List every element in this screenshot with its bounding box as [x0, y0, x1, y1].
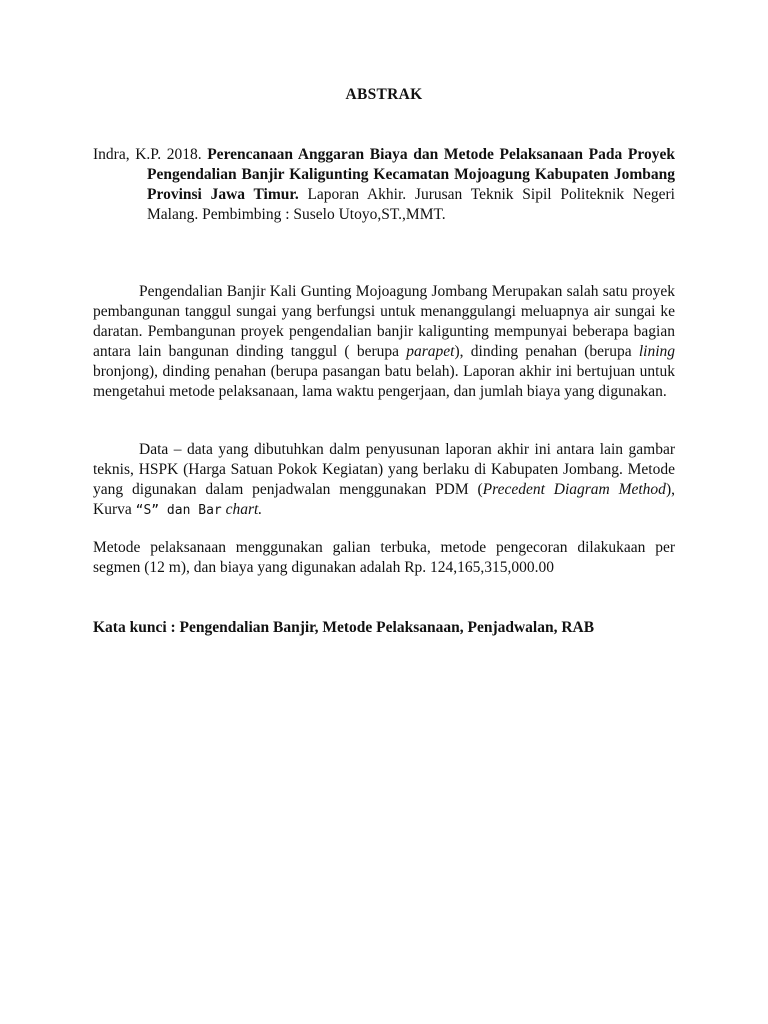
paragraph-2-text-a: Data – data yang dibutuhkan dalm penyusunan laporan akhir ini antara lain gambar teknis, HSPK (Harga Satuan Pokok Kegiatan) yang berlaku di Kabupaten Jombang. Metode yang digunakan dalam penjadwalan menggunakan PDM (: [93, 441, 675, 498]
paragraph-1-text-b: ), dinding penahan (berupa: [454, 343, 639, 360]
citation-thesis-title: Perencanaan Anggaran Biaya dan Metode Pelaksanaan Pada Proyek Pengendalian Banjir Kaligunting Kecamatan Mojoagung Kabupaten Jombang Provinsi Jawa Timur.: [147, 146, 675, 203]
citation-author-year: Indra, K.P. 2018.: [93, 146, 208, 163]
abstract-paragraph-3: Metode pelaksanaan menggunakan galian terbuka, metode pengecoran dilakukaan per segmen (12 m), dan biaya yang digunakan adalah Rp. 124,165,315,000.00: [93, 539, 675, 576]
paragraph-2-italic-chart: chart.: [225, 501, 263, 518]
keywords: Kata kunci : Pengendalian Banjir, Metode Pelaksanaan, Penjadwalan, RAB: [93, 619, 595, 636]
paragraph-1-italic-parapet: parapet: [406, 343, 455, 360]
abstract-paragraph-1: [93, 282, 675, 402]
page-title: ABSTRAK: [345, 86, 423, 103]
paragraph-2-text-b: ), Kurva: [93, 481, 675, 518]
paragraph-2-mono-kurva: “S” dan Bar: [135, 503, 222, 518]
paragraph-1-italic-lining: lining: [638, 343, 676, 360]
paragraph-1-text-a: Pengendalian Banjir Kali Gunting Mojoagung Jombang Merupakan salah satu proyek pembangunan tanggul sungai yang berfungsi untuk menanggulangi meluapnya air sungai ke daratan. Pembangunan proyek pengendalian banjir kaligunting mempunyai beberapa bagian antara lain bangunan dinding tanggul ( berupa: [93, 283, 675, 360]
citation-details: Laporan Akhir. Jurusan Teknik Sipil Politeknik Negeri Malang. Pembimbing : Suselo Utoyo,ST.,MMT.: [147, 186, 675, 223]
abstract-paragraph-2: [93, 440, 675, 521]
paragraph-2-italic-pdm: Precedent Diagram Method: [482, 481, 666, 498]
paragraph-1-text-c: bronjong), dinding penahan (berupa pasangan batu belah). Laporan akhir ini bertujuan untuk mengetahui metode pelaksanaan, lama waktu pengerjaan, dan jumlah biaya yang digunakan.: [93, 363, 675, 400]
citation: [93, 145, 675, 225]
